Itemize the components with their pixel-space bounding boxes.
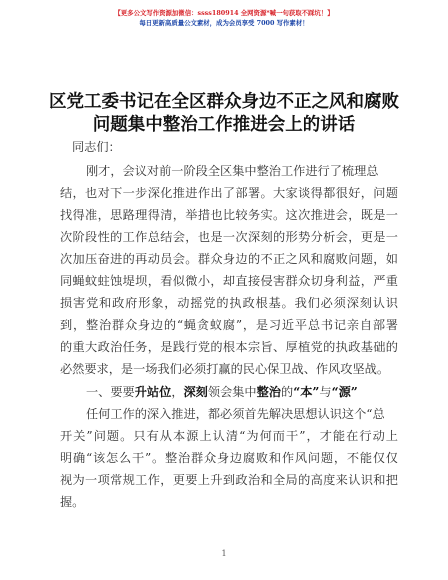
heading-text: 的 — [281, 385, 294, 399]
section-heading-1 — [86, 383, 398, 400]
paragraph-line: 损害党和政府形象，动摇党的执政根基。我们必须深刻认识 — [60, 296, 398, 310]
paragraph-line: 刚才，会议对前一阶段全区集中整治工作进行了梳理总 — [86, 164, 379, 178]
heading-keyword: 整治 — [256, 385, 281, 399]
paragraph-line: 次阶段性的工作总结会，也是一次深刻的形势分析会，更是一 — [60, 230, 398, 244]
page-number: 1 — [221, 549, 227, 558]
paragraph-line: 任何工作的深入推进，都必须首先解决思想认识这个“总 — [86, 407, 385, 421]
paragraph-line: 明确“该怎么干”。整治群众身边腐败和作风问题，不能仅仅 — [60, 451, 398, 465]
heading-keyword: “源” — [331, 385, 358, 399]
greeting: 同志们： — [72, 140, 121, 154]
paragraph-line: 的重大政治任务，是践行党的根本宗旨、厚植党的执政基础的 — [60, 340, 398, 354]
document-title-line-2: 问题集中整治工作推进会上的讲话 — [92, 115, 356, 135]
heading-prefix: 一、要要 — [86, 385, 135, 399]
promo-banner-line-1: 【更多公文写作资源加微信：ssss180914 全网资源*喊一句获取不踩坑！】 — [114, 9, 334, 17]
paragraph-line: 同蝇蚊蛀蚀堤坝，看似微小，却直接侵害群众切身利益，严重 — [60, 274, 398, 288]
heading-keyword: “本” — [293, 385, 320, 399]
paragraph-line: 找得准，思路理得清，举措也比较务实。这次推进会，既是一 — [60, 208, 398, 222]
paragraph-line: 视为一项常规工作，更要上升到政治和全局的高度来认识和把 — [60, 473, 398, 487]
heading-text: ， — [171, 385, 184, 399]
heading-keyword: 深刻 — [183, 385, 208, 399]
heading-text: 与 — [319, 385, 332, 399]
paragraph-line: 握。 — [60, 495, 85, 509]
heading-text: 领会集中 — [207, 385, 257, 399]
document-title-line-1: 区党工委书记在全区群众身边不正之风和腐败 — [49, 92, 399, 112]
paragraph-line: 开关”问题。只有从本源上认清“为何而干”，才能在行动上 — [60, 429, 398, 443]
heading-keyword: 升站位 — [134, 385, 172, 399]
promo-banner-line-2: 每日更新高质量公文素材，成为会员享受 7000 写作素材！ — [139, 19, 309, 27]
paragraph-line: 结，也对下一步深化推进作出了部署。大家谈得都很好，问题 — [60, 186, 398, 200]
paragraph-line: 次加压奋进的再动员会。群众身边的不正之风和腐败问题，如 — [60, 252, 398, 266]
paragraph-line: 必然要求，是一场我们必须打赢的民心保卫战、作风攻坚战。 — [60, 362, 390, 376]
paragraph-line: 到，整治群众身边的“蝇贪蚁腐”，是习近平总书记亲自部署 — [60, 318, 398, 332]
